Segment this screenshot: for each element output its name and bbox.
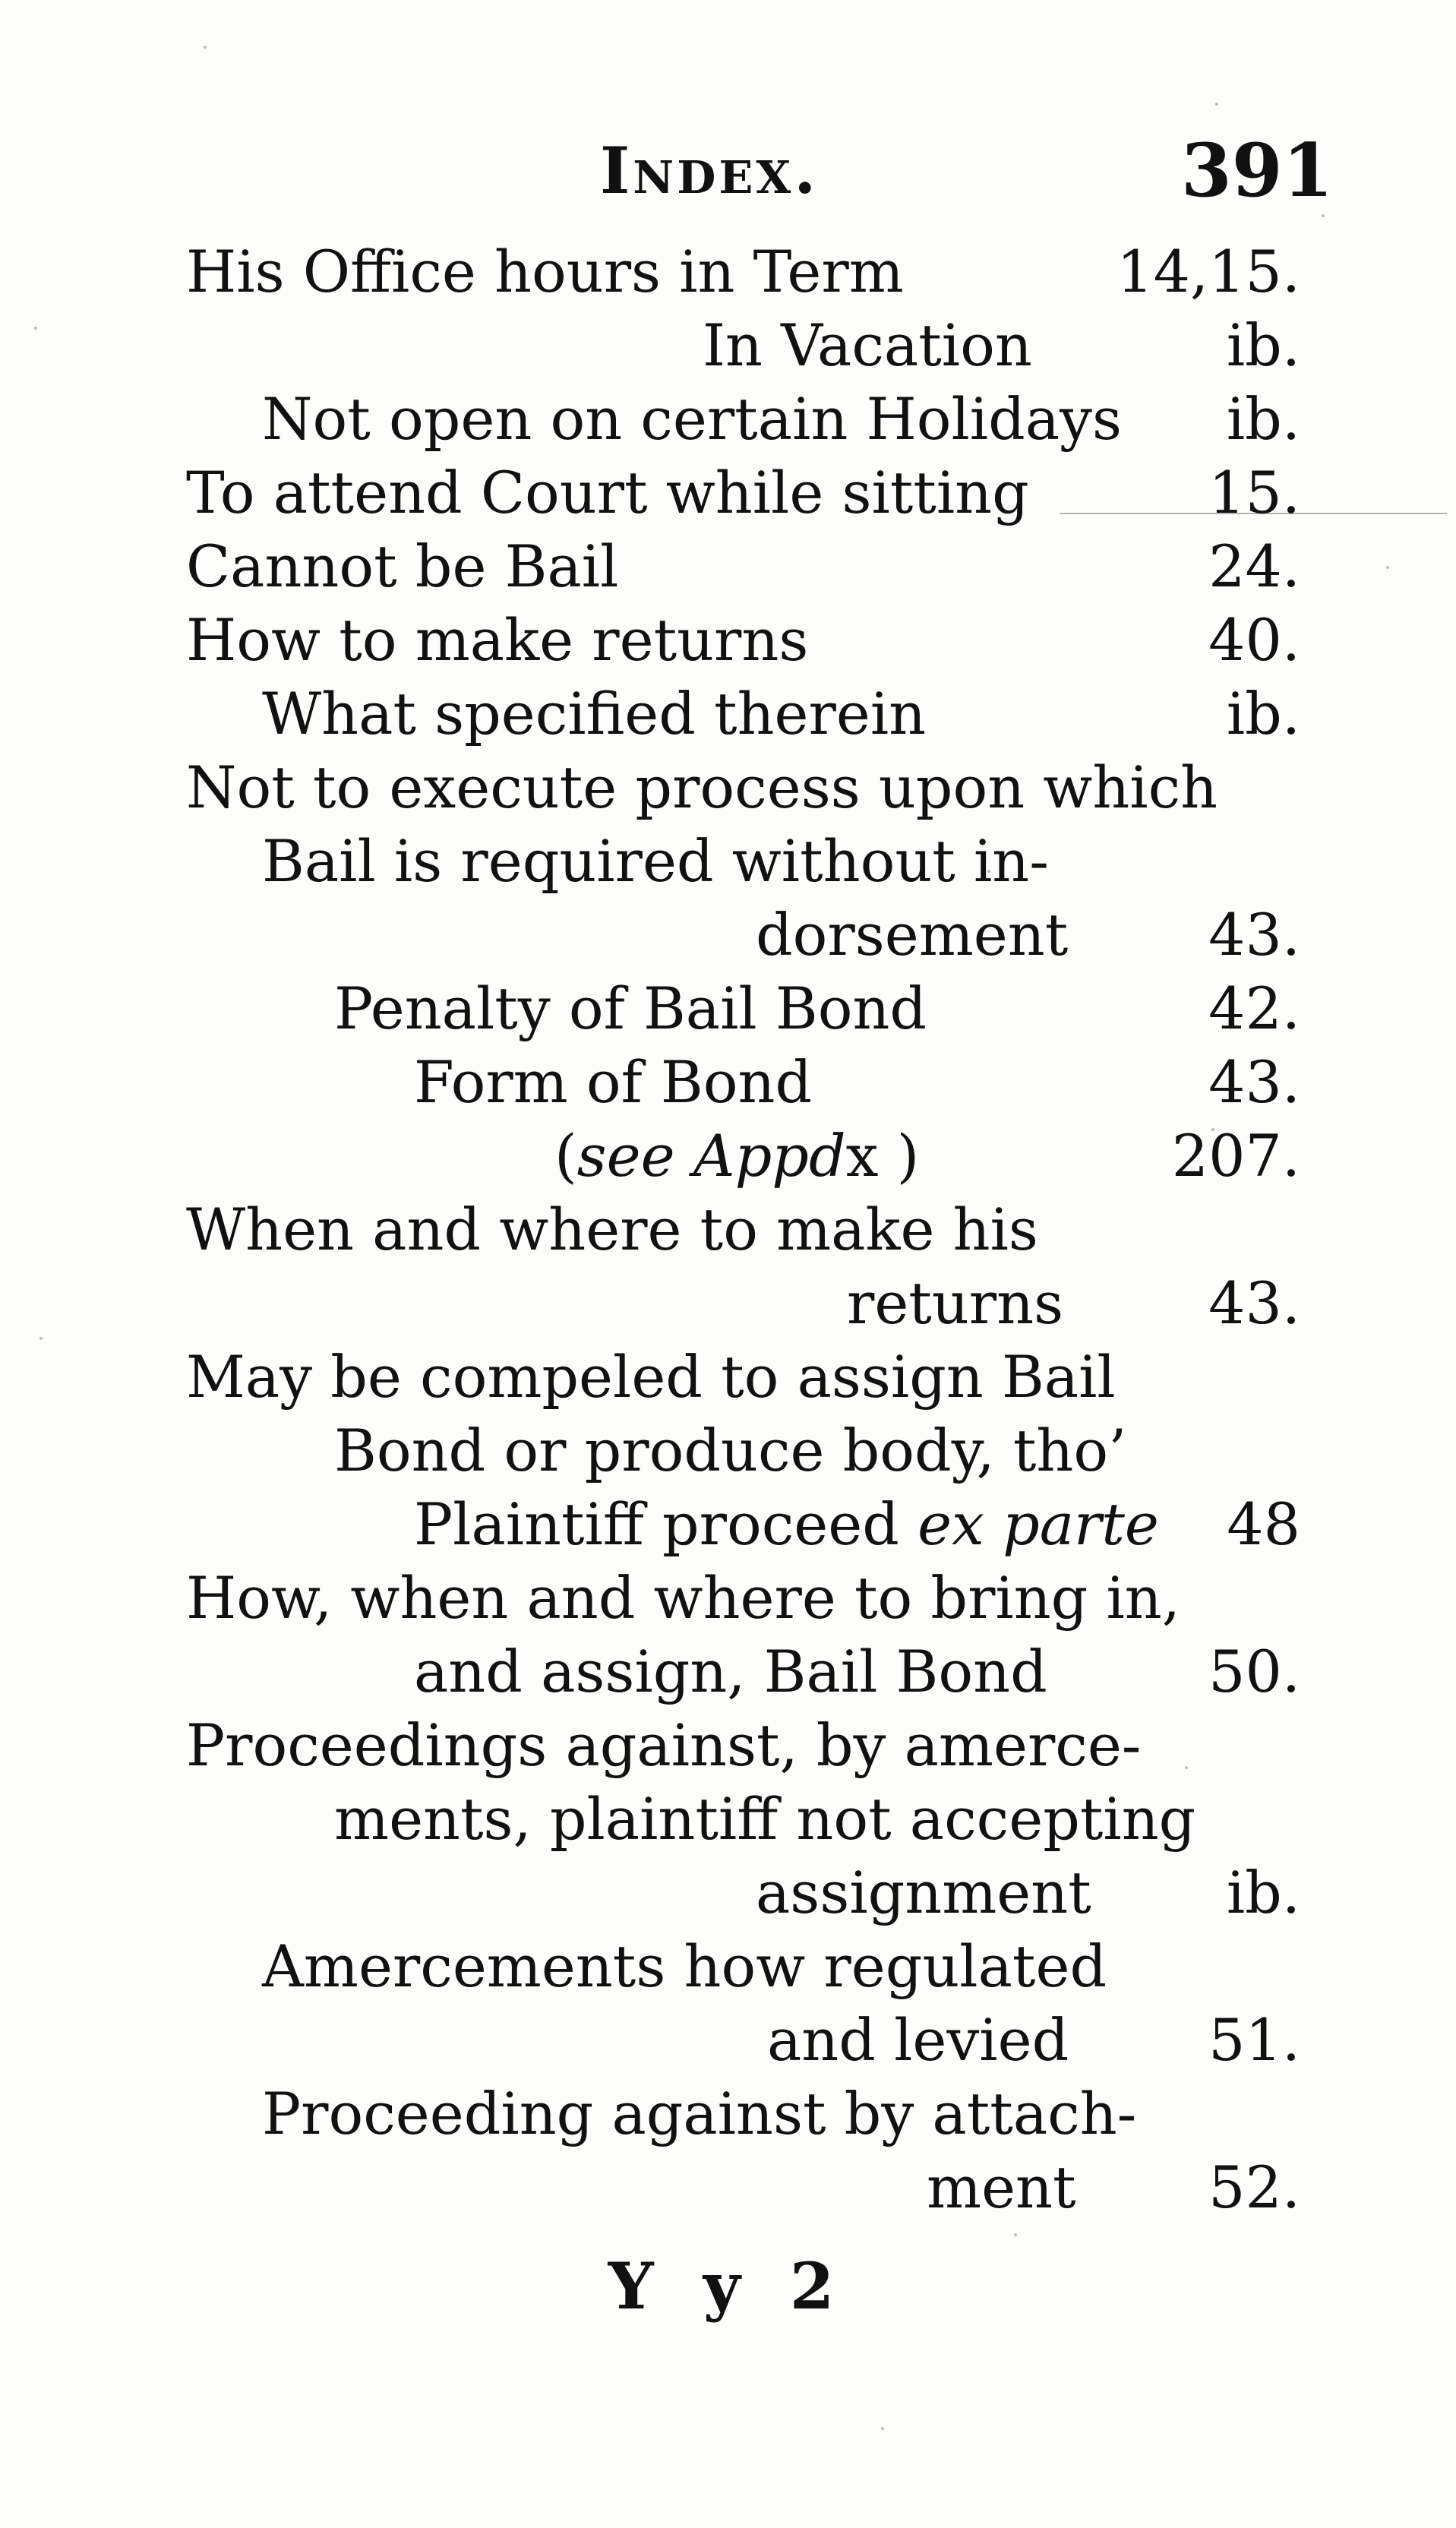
entry-text-italic: see Appd bbox=[576, 1122, 846, 1190]
entry-text: Form of Bond bbox=[414, 1048, 813, 1116]
entry-text-italic: ex parte bbox=[918, 1490, 1159, 1558]
entry-text: May be compeled to assign Bail bbox=[186, 1343, 1116, 1411]
entry-page: 42. bbox=[1208, 975, 1300, 1042]
index-entry bbox=[0, 604, 1456, 676]
index-entry bbox=[0, 2078, 1456, 2150]
ink-speck bbox=[204, 46, 207, 49]
entry-page: 40. bbox=[1208, 606, 1300, 674]
entry-text: How, when and where to bring in, bbox=[186, 1564, 1180, 1632]
entry-text: His Office hours in Term bbox=[186, 238, 904, 305]
ink-speck bbox=[1215, 103, 1218, 106]
entry-text: When and where to make his bbox=[186, 1196, 1038, 1263]
page-number: 391 bbox=[1181, 128, 1334, 213]
entry-text: dorsement bbox=[756, 901, 1069, 969]
index-entry bbox=[0, 1341, 1456, 1413]
entry-page: 43. bbox=[1208, 901, 1300, 969]
entry-text: How to make returns bbox=[186, 606, 809, 674]
index-entry bbox=[0, 972, 1456, 1044]
index-entry bbox=[0, 1193, 1456, 1266]
entry-text: Proceedings against, by amerce- bbox=[186, 1711, 1142, 1779]
entry-page: ib. bbox=[1226, 1859, 1300, 1926]
entry-text-prefix: Plaintiff proceed bbox=[414, 1490, 918, 1558]
entry-text: Amercements how regulated bbox=[262, 1932, 1107, 2000]
ink-speck bbox=[881, 2427, 884, 2430]
index-entry bbox=[0, 309, 1456, 381]
index-entries bbox=[0, 235, 1456, 2225]
entry-text bbox=[554, 1120, 919, 1192]
entry-text: Penalty of Bail Bond bbox=[334, 975, 927, 1042]
index-entry bbox=[0, 1635, 1456, 1708]
ink-speck bbox=[1014, 2233, 1017, 2236]
index-entry bbox=[0, 383, 1456, 455]
index-entry bbox=[0, 1414, 1456, 1487]
entry-page: 50. bbox=[1208, 1638, 1300, 1705]
entry-text: Cannot be Bail bbox=[186, 532, 619, 600]
index-entry bbox=[0, 1046, 1456, 1118]
entry-page: ib. bbox=[1226, 385, 1300, 453]
running-head: Index. bbox=[600, 133, 820, 208]
index-entry bbox=[0, 2151, 1456, 2223]
index-entry bbox=[0, 2004, 1456, 2076]
index-entry bbox=[0, 1709, 1456, 1781]
entry-page: 43. bbox=[1208, 1269, 1300, 1337]
signature-mark: Y y 2 bbox=[608, 2248, 848, 2324]
page-header bbox=[0, 129, 1456, 213]
ink-speck bbox=[1322, 214, 1325, 217]
entry-text: and assign, Bail Bond bbox=[414, 1638, 1047, 1705]
index-entry bbox=[0, 1930, 1456, 2002]
index-entry bbox=[0, 530, 1456, 602]
entry-page: 52. bbox=[1208, 2154, 1300, 2221]
index-entry bbox=[0, 1267, 1456, 1339]
entry-page: 14,15. bbox=[1116, 238, 1300, 305]
index-entry bbox=[0, 751, 1456, 823]
entry-text: To attend Court while sitting bbox=[186, 459, 1029, 526]
entry-text bbox=[414, 1488, 1159, 1560]
entry-page: 15. bbox=[1208, 459, 1300, 526]
entry-text: What specified therein bbox=[262, 680, 927, 747]
entry-text: Bond or produce body, tho’ bbox=[334, 1417, 1127, 1484]
index-entry bbox=[0, 235, 1456, 308]
entry-text: Not to execute process upon which bbox=[186, 754, 1218, 821]
entry-text: Not open on certain Holidays bbox=[262, 385, 1122, 453]
index-entry bbox=[0, 457, 1456, 529]
index-entry bbox=[0, 1120, 1456, 1192]
entry-page: 43. bbox=[1208, 1048, 1300, 1116]
entry-text-suffix: x ) bbox=[845, 1122, 920, 1190]
index-entry bbox=[0, 678, 1456, 750]
entry-text: Proceeding against by attach- bbox=[262, 2080, 1137, 2147]
entry-page: 48 bbox=[1227, 1490, 1300, 1558]
index-entry bbox=[0, 1783, 1456, 1855]
entry-page: 207. bbox=[1171, 1122, 1300, 1190]
entry-text: returns bbox=[847, 1269, 1064, 1337]
index-entry bbox=[0, 1856, 1456, 1929]
entry-page: ib. bbox=[1226, 311, 1300, 379]
entry-page: 24. bbox=[1208, 532, 1300, 600]
entry-text: ments, plaintiff not accepting bbox=[334, 1785, 1196, 1853]
index-entry bbox=[0, 825, 1456, 897]
entry-text: ment bbox=[927, 2154, 1076, 2221]
index-entry bbox=[0, 1488, 1456, 1560]
entry-text: assignment bbox=[756, 1859, 1091, 1926]
index-entry bbox=[0, 1562, 1456, 1634]
entry-page: ib. bbox=[1226, 680, 1300, 747]
entry-text-prefix: ( bbox=[554, 1122, 577, 1190]
entry-page: 51. bbox=[1208, 2006, 1300, 2074]
index-entry bbox=[0, 899, 1456, 971]
entry-text: and levied bbox=[767, 2006, 1069, 2074]
entry-text: In Vacation bbox=[703, 311, 1032, 379]
entry-text: Bail is required without in- bbox=[262, 827, 1049, 895]
